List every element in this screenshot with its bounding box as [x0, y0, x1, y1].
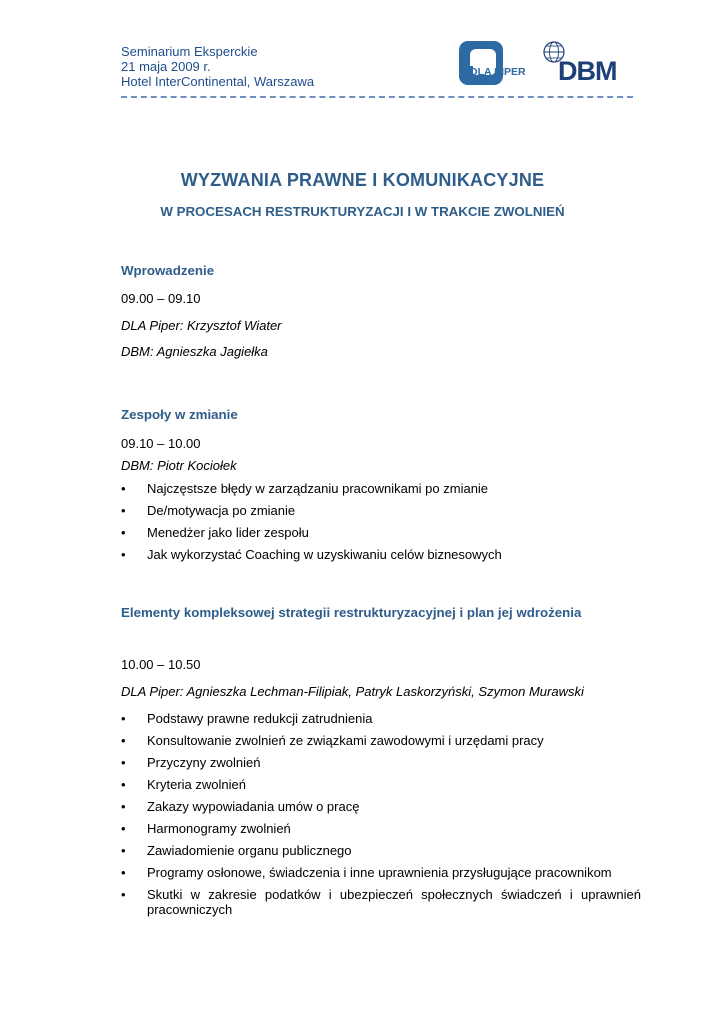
bullet-icon: • — [121, 481, 126, 496]
bullet-icon: • — [121, 843, 126, 858]
list-item: • Programy osłonowe, świadczenia i inne uprawnienia przysługujące pracownikom — [121, 865, 612, 880]
bullet-list — [121, 711, 641, 917]
list-item: • Jak wykorzystać Coaching w uzyskiwaniu celów biznesowych — [121, 547, 502, 562]
bullet-icon: • — [121, 887, 126, 902]
section-time: 10.00 – 10.50 — [121, 657, 201, 672]
list-item: • Kryteria zwolnień — [121, 777, 246, 792]
dla-piper-logo — [459, 41, 526, 85]
partner-logos — [458, 38, 636, 88]
bullet-icon: • — [121, 733, 126, 748]
section-heading-teams: Zespoły w zmianie — [121, 407, 238, 422]
section-speaker: DBM: Piotr Kociołek — [121, 458, 237, 473]
bullet-icon: • — [121, 865, 126, 880]
list-item: • Konsultowanie zwolnień ze związkami zawodowymi i urzędami pracy — [121, 733, 544, 748]
section-time: 09.10 – 10.00 — [121, 436, 201, 451]
list-item: • Zawiadomienie organu publicznego — [121, 843, 352, 858]
page-title: WYZWANIA PRAWNE I KOMUNIKACYJNE — [180, 170, 545, 190]
section-speaker: DLA Piper: Krzysztof Wiater — [121, 318, 282, 333]
header-divider — [121, 96, 633, 98]
section-heading-intro: Wprowadzenie — [121, 263, 215, 278]
list-item: • Podstawy prawne redukcji zatrudnienia — [121, 711, 373, 726]
bullet-icon: • — [121, 799, 126, 814]
list-item: • Harmonogramy zwolnień — [121, 821, 291, 836]
event-info — [121, 44, 314, 89]
list-item: • Przyczyny zwolnień — [121, 755, 261, 770]
dbm-logo — [544, 42, 617, 86]
list-item: • Menedżer jako lider zespołu — [121, 525, 309, 540]
event-venue: Hotel InterContinental, Warszawa — [121, 74, 315, 89]
page-subtitle: W PROCESACH RESTRUKTURYZACJI I W TRAKCIE ZWOLNIEŃ — [160, 204, 565, 219]
list-item: • Skutki w zakresie podatków i ubezpieczeń społecznych świadczeń i uprawnień pracowniczych — [121, 887, 641, 917]
bullet-icon: • — [121, 755, 126, 770]
bullet-icon: • — [121, 503, 126, 518]
list-item: • De/motywacja po zmianie — [121, 503, 296, 518]
event-name: Seminarium Eksperckie — [121, 44, 258, 59]
bullet-icon: • — [121, 777, 126, 792]
section-speaker: DLA Piper: Agnieszka Lechman-Filipiak, Patryk Laskorzyński, Szymon Murawski — [121, 684, 584, 699]
bullet-icon: • — [121, 547, 126, 562]
section-speaker: DBM: Agnieszka Jagiełka — [121, 344, 268, 359]
dla-piper-wordmark: DLA PIPER — [470, 66, 526, 78]
bullet-icon: • — [121, 711, 126, 726]
list-item: • Najczęstsze błędy w zarządzaniu pracownikami po zmianie — [121, 481, 489, 496]
bullet-list — [121, 481, 641, 562]
section-time: 09.00 – 09.10 — [121, 291, 201, 306]
event-date: 21 maja 2009 r. — [121, 59, 211, 74]
bullet-icon: • — [121, 525, 126, 540]
list-item: • Zakazy wypowiadania umów o pracę — [121, 799, 360, 814]
dbm-wordmark: DBM — [558, 56, 617, 86]
bullet-icon: • — [121, 821, 126, 836]
section-heading-strategy: Elementy kompleksowej strategii restrukturyzacyjnej i plan jej wdrożenia — [121, 605, 582, 620]
